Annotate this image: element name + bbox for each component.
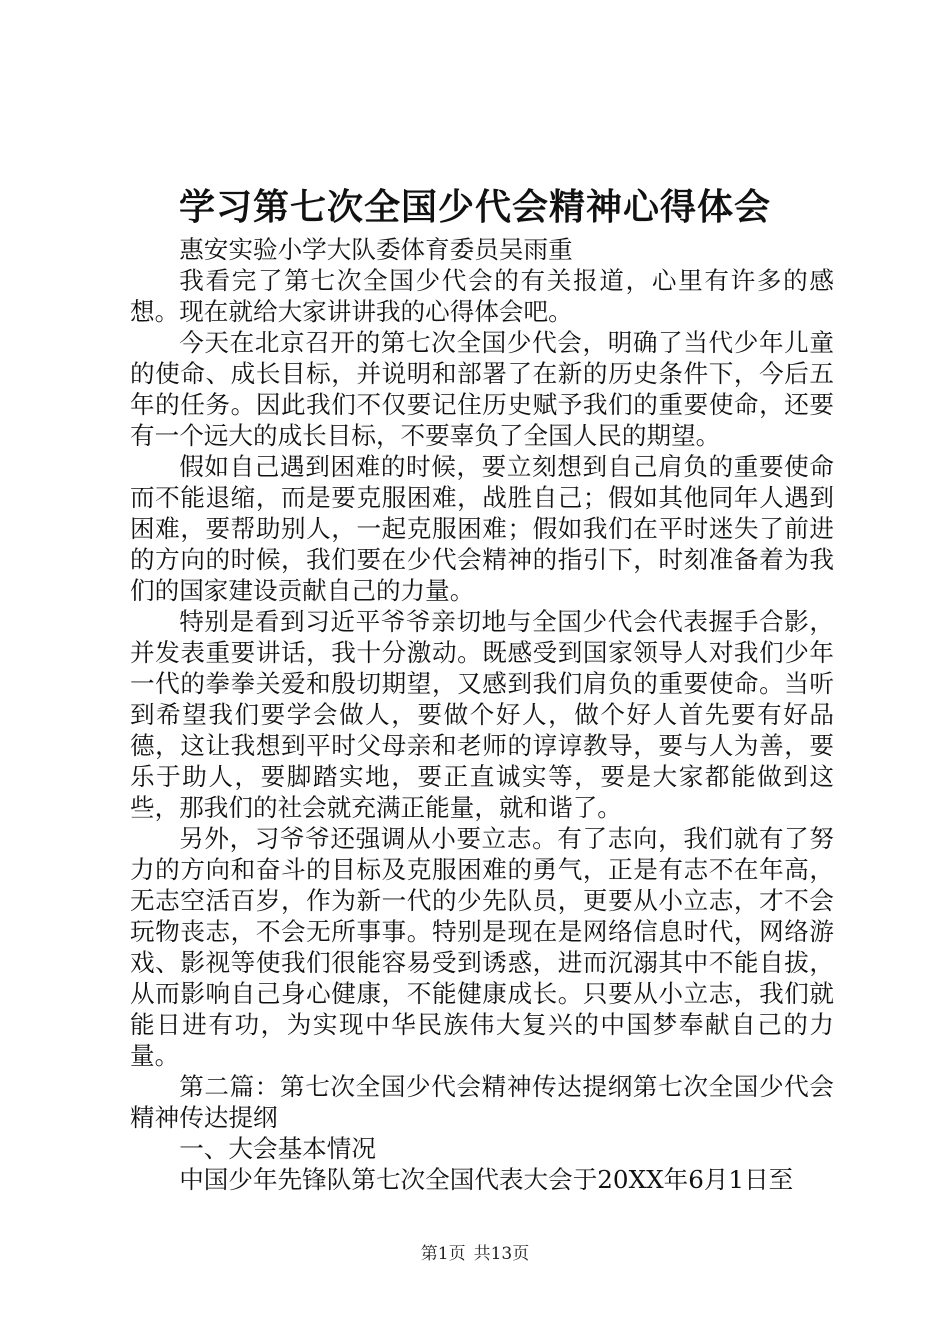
paragraph: 另外，习爷爷还强调从小要立志。有了志向，我们就有了努力的方向和奋斗的目标及克服困难的勇气，正是有志不在年高，无志空活百岁，作为新一代的少先队员，更要从小立志，才不会玩物丧志，不会无所事事。特别是现在是网络信息时代，网络游戏、影视等使我们很能容易受到诱惑，进而沉溺其中不能自拔，从而影响自己身心健康，不能健康成长。只要从小立志，我们就能日进有功，为实现中华民族伟大复兴的中国梦奉献自己的力量。	[130, 824, 834, 1070]
page-number-current: 第1页	[420, 1244, 466, 1264]
paragraph: 今天在北京召开的第七次全国少代会，明确了当代少年儿童的使命、成长目标，并说明和部署了在新的历史条件下，今后五年的任务。因此我们不仅要记住历史赋予我们的重要使命，还要有一个远大的成长目标，不要辜负了全国人民的期望。	[130, 328, 834, 450]
paragraph: 特别是看到习近平爷爷亲切地与全国少代会代表握手合影，并发表重要讲话，我十分激动。既感受到国家领导人对我们少年一代的拳拳关爱和殷切期望，又感到我们肩负的重要使命。当听到希望我们要学会做人，要做个好人，做个好人首先要有好品德，这让我想到平时父母亲和老师的谆谆教导，要与人为善，要乐于助人，要脚踏实地，要正直诚实等，要是大家都能做到这些，那我们的社会就充满正能量，就和谐了。	[130, 607, 834, 822]
paragraph: 假如自己遇到困难的时候，要立刻想到自己肩负的重要使命而不能退缩，而是要克服困难，战胜自己；假如其他同年人遇到困难，要帮助别人，一起克服困难；假如我们在平时迷失了前进的方向的时候，我们要在少代会精神的指引下，时刻准备着为我们的国家建设贡献自己的力量。	[130, 452, 834, 605]
document-body	[130, 234, 834, 1195]
paragraph: 我看完了第七次全国少代会的有关报道，心里有许多的感想。现在就给大家讲讲我的心得体会吧。	[130, 266, 834, 326]
subsection-heading: 一、大会基本情况	[179, 1134, 376, 1163]
page-number-total: 共13页	[473, 1244, 530, 1264]
paragraph: 中国少年先锋队第七次全国代表大会于20XX年6月1日至	[179, 1165, 794, 1194]
author-line: 惠安实验小学大队委体育委员吴雨重	[179, 235, 573, 264]
page-footer	[0, 1242, 950, 1266]
section-heading: 第二篇：第七次全国少代会精神传达提纲第七次全国少代会精神传达提纲	[130, 1072, 834, 1132]
document-title: 学习第七次全国少代会精神心得体会	[178, 187, 771, 228]
